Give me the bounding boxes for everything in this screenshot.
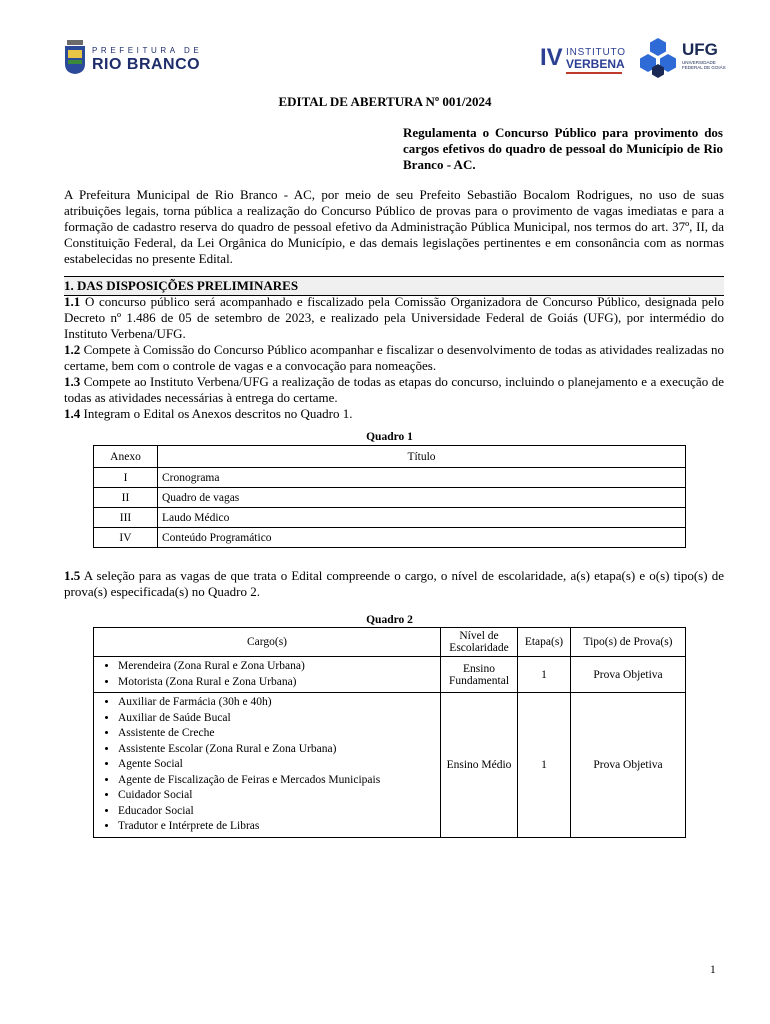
- ufg-subtitle: UNIVERSIDADE FEDERAL DE GOIÁS: [682, 60, 726, 70]
- cargos-list: [98, 659, 436, 690]
- item-text: Integram o Edital os Anexos descritos no Quadro 1.: [83, 406, 353, 421]
- item-text: A seleção para as vagas de que trata o Edital compreende o cargo, o nível de escolaridade, a(s) etapa(s) e o(s) tipo(s) de prova(s) especificada(s) no Quadro 2.: [64, 568, 724, 599]
- item-1-4: [64, 406, 724, 422]
- rio-branco-logo-line2: RIO BRANCO: [92, 56, 201, 73]
- table-row: [94, 693, 686, 838]
- header-titulo: Título: [158, 446, 686, 468]
- cargos-list: [98, 695, 436, 835]
- item-number: 1.3: [64, 374, 81, 389]
- anexo-cell: III: [94, 508, 158, 528]
- list-item: • Agente Social: [118, 757, 436, 773]
- section-title: 1. DAS DISPOSIÇÕES PRELIMINARES: [64, 276, 724, 296]
- tipo-cell: Prova Objetiva: [571, 693, 686, 838]
- titulo-cell: Quadro de vagas: [158, 488, 686, 508]
- nivel-cell: Ensino Fundamental: [441, 657, 518, 693]
- verbena-mark: IV: [540, 44, 563, 71]
- nivel-cell: Ensino Médio: [441, 693, 518, 838]
- cargos-cell: [94, 657, 441, 693]
- titulo-cell: Laudo Médico: [158, 508, 686, 528]
- intro-paragraph: A Prefeitura Municipal de Rio Branco - AC, por meio de seu Prefeito Sebastião Bocalom Rodrigues, no uso de suas atribuições legais, torna pública a realização do Concurso Público de provas para o provimento de vagas imediatas e para a formação de cadastro reserva do quadro de pessoal efetivo da Administração Pública Municipal, nos termos do art. 37º, II, da Constituição Federal, da Lei Orgânica do Município, e das demais legislações pertinentes e em consonância com as normas estabelecidas no presente Edital.: [64, 187, 724, 266]
- header-etapas: Etapa(s): [518, 628, 571, 657]
- rio-branco-crest-icon: [64, 40, 86, 74]
- titulo-cell: Conteúdo Programático: [158, 528, 686, 548]
- tipo-cell: Prova Objetiva: [571, 657, 686, 693]
- item-1-1: [64, 294, 724, 342]
- verbena-underline: [566, 72, 622, 74]
- item-1-3: [64, 374, 724, 406]
- list-item: • Tradutor e Intérprete de Libras: [118, 819, 436, 835]
- page-number: 1: [710, 964, 716, 976]
- list-item: • Cuidador Social: [118, 788, 436, 804]
- quadro2-caption: Quadro 2: [366, 614, 413, 626]
- anexo-cell: I: [94, 468, 158, 488]
- table-row: [94, 657, 686, 693]
- anexo-cell: II: [94, 488, 158, 508]
- ufg-name: UFG: [682, 40, 718, 59]
- preliminary-items: [64, 294, 724, 422]
- document-title: EDITAL DE ABERTURA Nº 001/2024: [278, 94, 492, 109]
- item-1-2: [64, 342, 724, 374]
- list-item: • Assistente Escolar (Zona Rural e Zona Urbana): [118, 742, 436, 758]
- quadro1-table: [93, 445, 686, 548]
- list-item: • Educador Social: [118, 804, 436, 820]
- instituto-verbena-logo: [540, 40, 630, 76]
- item-number: 1.2: [64, 342, 81, 357]
- list-item: • Motorista (Zona Rural e Zona Urbana): [118, 675, 436, 691]
- quadro2-table: [93, 627, 686, 838]
- item-number: 1.4: [64, 406, 81, 421]
- table-row: [94, 508, 686, 528]
- list-item: • Assistente de Creche: [118, 726, 436, 742]
- ufg-logo: [636, 36, 736, 80]
- verbena-logo-line1: INSTITUTO: [566, 47, 626, 58]
- table-row: [94, 528, 686, 548]
- table-row: [94, 468, 686, 488]
- item-number: 1.5: [64, 568, 81, 583]
- table-row: [94, 488, 686, 508]
- cargos-cell: [94, 693, 441, 838]
- titulo-cell: Cronograma: [158, 468, 686, 488]
- rio-branco-logo: [64, 40, 203, 76]
- list-item: • Auxiliar de Farmácia (30h e 40h): [118, 695, 436, 711]
- header-nivel: Nível de Escolaridade: [441, 628, 518, 657]
- table-header-row: [94, 628, 686, 657]
- ufg-hexagons-icon: [636, 36, 680, 80]
- header-tipo: Tipo(s) de Prova(s): [571, 628, 686, 657]
- list-item: • Auxiliar de Saúde Bucal: [118, 711, 436, 727]
- list-item: • Agente de Fiscalização de Feiras e Mercados Municipais: [118, 773, 436, 789]
- rio-branco-logo-line1: PREFEITURA DE: [92, 46, 203, 55]
- table-header-row: [94, 446, 686, 468]
- etapas-cell: 1: [518, 693, 571, 838]
- ementa: Regulamenta o Concurso Público para provimento dos cargos efetivos do quadro de pessoal do Município de Rio Branco - AC.: [403, 125, 723, 172]
- item-text: Compete ao Instituto Verbena/UFG a realização de todas as etapas do concurso, incluindo o planejamento e a execução de todas as atividades necessárias à entrega do certame.: [64, 374, 724, 405]
- etapas-cell: 1: [518, 657, 571, 693]
- item-text: Compete à Comissão do Concurso Público acompanhar e fiscalizar o desenvolvimento de todas as atividades realizadas no certame, bem com o controle de vagas e a convocação para nomeações.: [64, 342, 724, 373]
- item-text: O concurso público será acompanhado e fiscalizado pela Comissão Organizadora de Concurso Público, designada pelo Decreto nº 1.486 de 05 de setembro de 2023, e realizado pela Universidade Federal de Goiás (UFG), por intermédio do Instituto Verbena/UFG.: [64, 294, 724, 341]
- list-item: • Merendeira (Zona Rural e Zona Urbana): [118, 659, 436, 675]
- header-cargos: Cargo(s): [94, 628, 441, 657]
- quadro1-caption: Quadro 1: [366, 431, 413, 443]
- item-number: 1.1: [64, 294, 81, 309]
- verbena-logo-line2: VERBENA: [566, 57, 625, 71]
- item-1-5: [64, 568, 724, 600]
- anexo-cell: IV: [94, 528, 158, 548]
- header-anexo: Anexo: [94, 446, 158, 468]
